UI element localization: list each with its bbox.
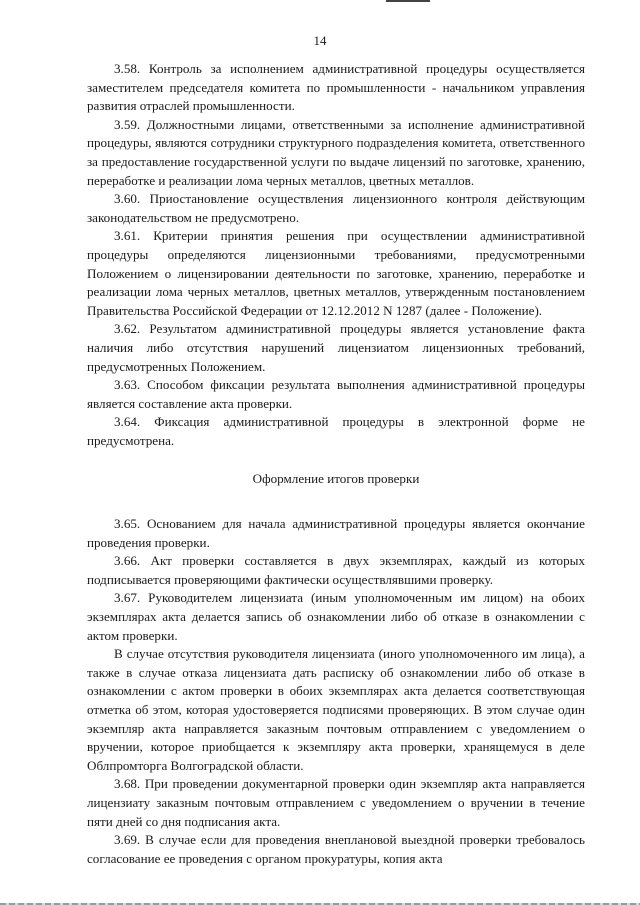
paragraph-3-63: 3.63. Способом фиксации результата выполнения административной процедуры является составление акта проверки. [87,377,585,411]
paragraph-absence-case: В случае отсутствия руководителя лицензиата (иного уполномоченного им лица), а также в случае отказа лицензиата дать расписку об ознакомлении либо об отказе в ознакомлении с актом проверки в обоих экземплярах акта делается соответствующая отметка об этом, которая удостоверяется подписями проверяющих. В этом случае один экземпляр акта направляется заказным почтовым отправлением с уведомлением о вручении, которое приобщается к экземпляру акта проверки, хранящемуся в деле Облпромторга Волгоградской области. [87,646,585,773]
paragraph-3-58: 3.58. Контроль за исполнением административной процедуры осуществляется заместителем председателя комитета по промышленности - начальником управления развития отраслей промышленности. [87,61,585,114]
paragraph-3-61: 3.61. Критерии принятия решения при осуществлении административной процедуры определяются лицензионными требованиями, предусмотренными Положением о лицензировании деятельности по заготовке, хранению, переработке и реализации лома черных металлов, цветных металлов, утвержденным постановлением Правительства Российской Федерации от 12.12.2012 N 1287 (далее - Положение). [87,228,585,318]
paragraph-3-67: 3.67. Руководителем лицензиата (иным уполномоченным им лицом) на обоих экземплярах акта делается запись об ознакомлении либо об отказе в ознакомлении с актом проверки. [87,590,585,643]
paragraph-3-66: 3.66. Акт проверки составляется в двух экземплярах, каждый из которых подписывается проверяющими фактически осуществлявшими проверку. [87,553,585,587]
section-heading: Оформление итогов проверки [252,471,420,487]
paragraph-3-60: 3.60. Приостановление осуществления лицензионного контроля действующим законодательством не предусмотрено. [87,191,585,225]
paragraph-3-68: 3.68. При проведении документарной проверки один экземпляр акта направляется лицензиату заказным почтовым отправлением с уведомлением о вручении в течение пяти дней со дня подписания акта. [87,776,585,829]
page-number: 14 [313,33,327,48]
scan-edge-mark [386,0,430,2]
paragraph-3-62: 3.62. Результатом административной процедуры является установление факта наличия либо отсутствия нарушений лицензиатом лицензионных требований, предусмотренных Положением. [87,321,585,374]
document-body [87,60,585,868]
paragraph-3-69: 3.69. В случае если для проведения внеплановой выездной проверки требовалось согласование ее проведения с органом прокуратуры, копия акта [87,832,585,866]
paragraph-3-65: 3.65. Основанием для начала административной процедуры является окончание проведения проверки. [87,516,585,550]
paragraph-3-64: 3.64. Фиксация административной процедуры в электронной форме не предусмотрена. [87,414,585,448]
paragraph-3-59: 3.59. Должностными лицами, ответственными за исполнение административной процедуры, являются сотрудники структурного подразделения комитета, ответственного за предоставление государственной услуги по выдаче лицензий по заготовке, хранению, переработке и реализации лома черных металлов, цветных металлов. [87,116,585,188]
